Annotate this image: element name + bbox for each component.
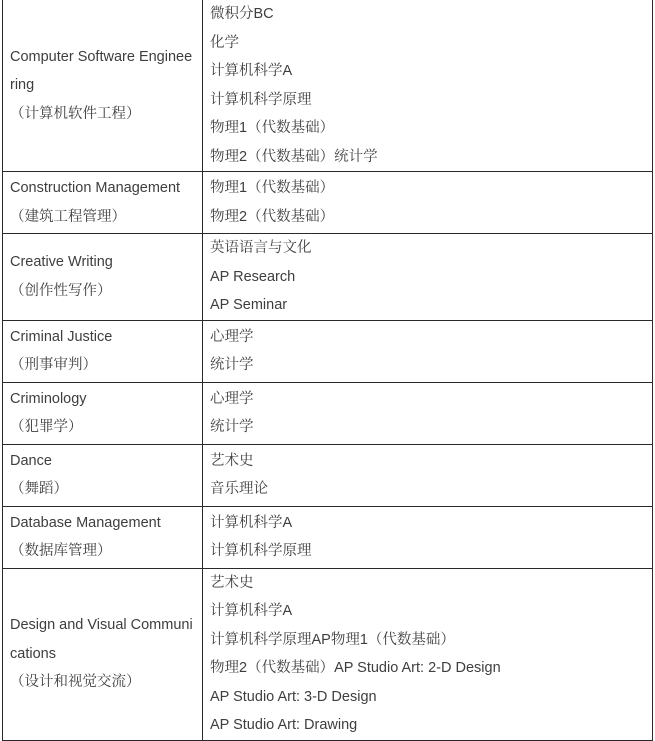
major-cell	[3, 172, 203, 234]
course-item: 心理学	[210, 390, 254, 407]
course-item: 英语语言与文化	[210, 240, 312, 256]
course-item: 计算机科学A	[210, 514, 293, 531]
course-item: AP Studio Art: 3-D Design	[210, 688, 377, 705]
course-item: 物理2（代数基础）AP Studio Art: 2-D Design	[210, 660, 501, 676]
course-item: 物理1（代数基础）	[210, 120, 335, 136]
table-row	[3, 172, 653, 234]
course-item: 统计学	[210, 357, 254, 373]
course-item: 计算机科学A	[210, 63, 293, 79]
courses-cell	[203, 172, 653, 234]
major-name-line: （创作性写作）	[10, 282, 112, 299]
course-item: 计算机科学原理	[210, 91, 312, 108]
course-item: 计算机科学原理	[210, 543, 312, 559]
major-name-line: （计算机软件工程）	[10, 105, 141, 122]
table-row	[3, 320, 653, 382]
courses-cell	[203, 382, 653, 444]
major-cell	[3, 382, 203, 444]
courses-cell	[203, 444, 653, 506]
major-name-line: Criminology	[10, 390, 87, 407]
major-name-line: （设计和视觉交流）	[10, 674, 141, 691]
major-cell	[3, 506, 203, 568]
table-row	[3, 444, 653, 506]
course-item: 艺术史	[210, 452, 254, 469]
major-name-line: （犯罪学）	[10, 419, 83, 435]
course-item: 物理2（代数基础）统计学	[210, 148, 378, 165]
major-name-line: （舞蹈）	[10, 481, 68, 497]
major-name-line: cations	[10, 645, 56, 662]
major-name-line: Construction Management	[10, 180, 181, 196]
courses-cell	[203, 320, 653, 382]
table-row	[3, 568, 653, 740]
course-item: 化学	[210, 34, 239, 51]
major-name-line: Creative Writing	[10, 254, 113, 271]
course-item: 统计学	[210, 419, 254, 435]
major-name-line: （建筑工程管理）	[10, 208, 126, 225]
major-name-line: ring	[10, 77, 35, 94]
major-cell	[3, 568, 203, 740]
major-course-table	[2, 0, 653, 741]
course-item: 心理学	[210, 328, 254, 345]
major-cell	[3, 234, 203, 321]
major-name-line: Computer Software Enginee	[10, 48, 193, 65]
major-cell	[3, 0, 203, 172]
table-row	[3, 234, 653, 321]
major-name-line: Criminal Justice	[10, 328, 113, 345]
course-item: 微积分BC	[210, 6, 274, 22]
major-name-line: （数据库管理）	[10, 543, 112, 559]
table-row	[3, 382, 653, 444]
courses-cell	[203, 568, 653, 740]
major-cell	[3, 320, 203, 382]
course-item: AP Studio Art: Drawing	[210, 717, 358, 733]
course-item: 艺术史	[210, 574, 254, 591]
major-name-line: Dance	[10, 452, 52, 469]
course-item: 物理2（代数基础）	[210, 208, 335, 225]
major-name-line: （刑事审判）	[10, 357, 97, 373]
course-item: 计算机科学A	[210, 603, 293, 619]
table-row	[3, 506, 653, 568]
major-cell	[3, 444, 203, 506]
table-row	[3, 0, 653, 172]
courses-cell	[203, 0, 653, 172]
courses-cell	[203, 506, 653, 568]
course-item: AP Seminar	[210, 297, 288, 313]
courses-cell	[203, 234, 653, 321]
course-item: 音乐理论	[210, 481, 268, 497]
course-item: AP Research	[210, 268, 296, 285]
major-name-line: Database Management	[10, 514, 161, 531]
course-item: 计算机科学原理AP物理1（代数基础）	[210, 631, 455, 648]
major-name-line: Design and Visual Communi	[10, 617, 193, 634]
course-item: 物理1（代数基础）	[210, 180, 335, 196]
